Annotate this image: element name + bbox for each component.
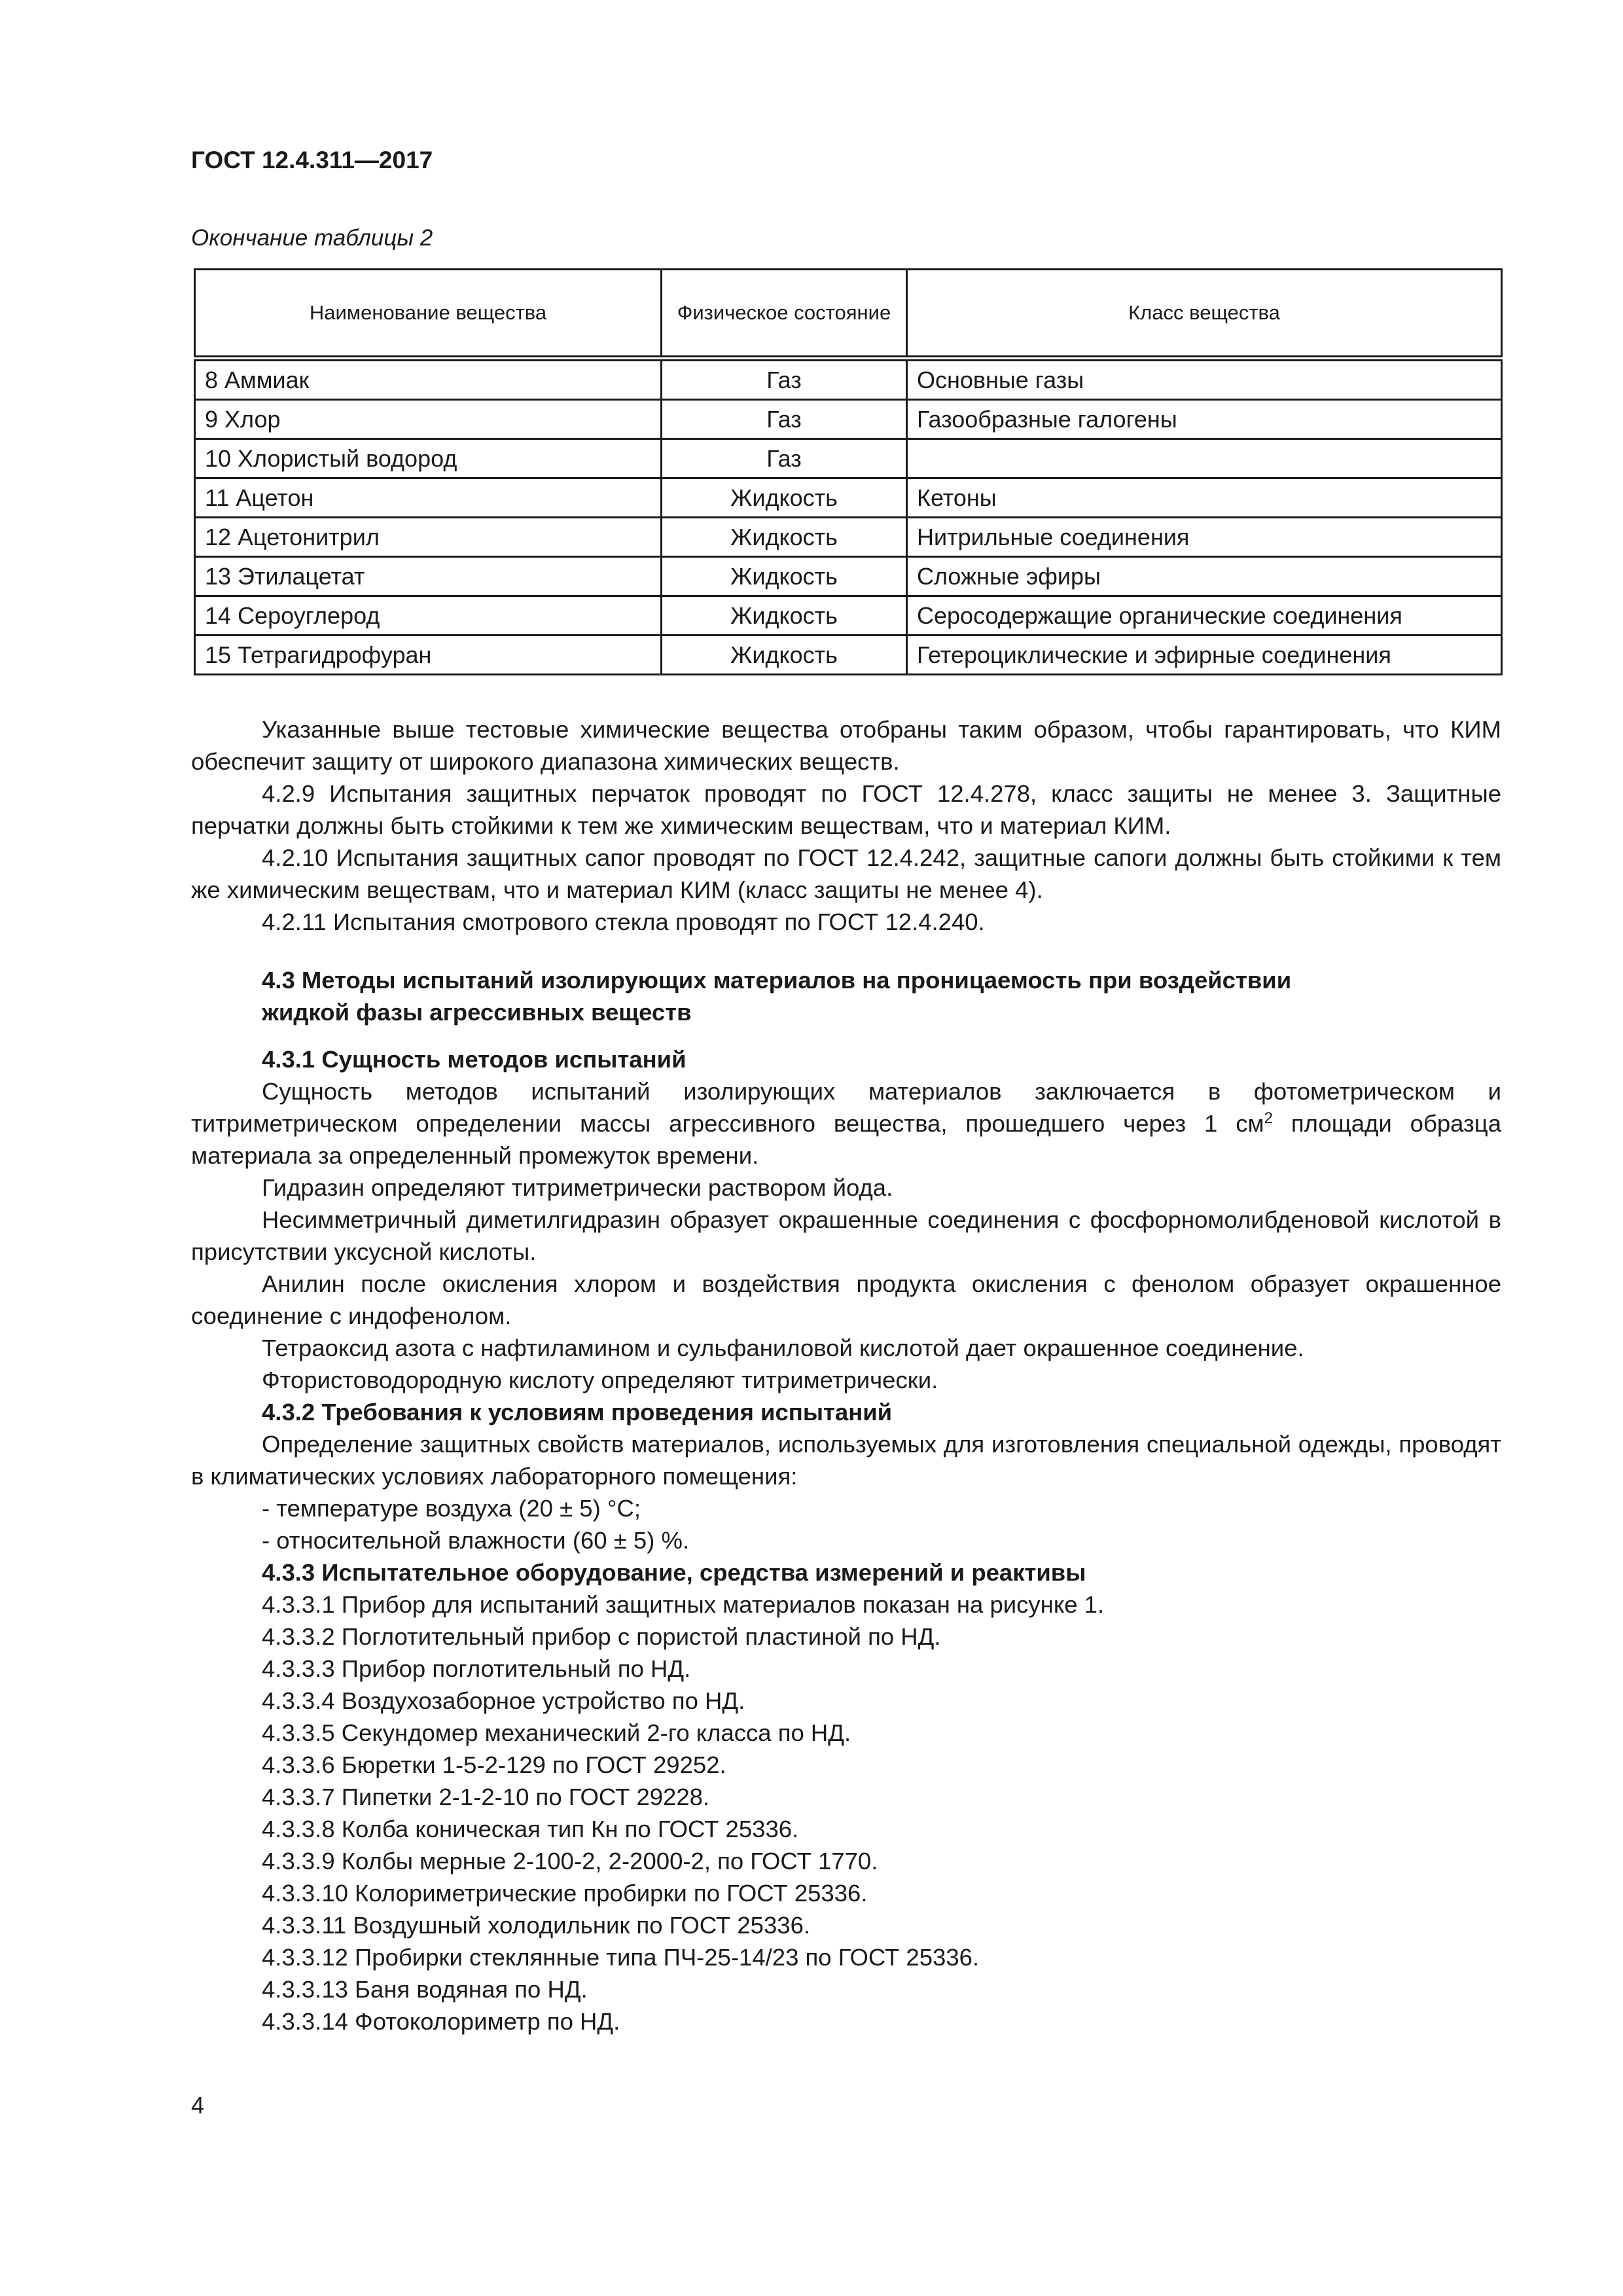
table-row: [195, 400, 1502, 439]
section-4-3-heading: [191, 964, 1501, 1028]
document-header: ГОСТ 12.4.311—2017: [191, 147, 433, 173]
paragraph-4-2-9: 4.2.9 Испытания защитных перчаток проводят по ГОСТ 12.4.278, класс защиты не менее 3. Защитные перчатки должны быть стойкими к тем же химическим веществам, что и материал КИМ.: [191, 780, 1501, 839]
table-caption: Окончание таблицы 2: [191, 225, 433, 251]
cell-state: Жидкость: [662, 557, 907, 596]
heading-4-3-line1: 4.3 Методы испытаний изолирующих материалов на проницаемость при воздействии: [262, 967, 1292, 994]
cell-name: 11 Ацетон: [195, 478, 662, 518]
table-row: [195, 596, 1502, 636]
equipment-item: 4.3.3.7 Пипетки 2-1-2-10 по ГОСТ 29228.: [262, 1784, 710, 1810]
essence-text-a: Сущность методов испытаний изолирующих материалов заключается в фотометрическом и титриметрическом определении массы агрессивного вещества, прошедшего через 1 см: [191, 1078, 1501, 1137]
table-row: [195, 439, 1502, 478]
paragraph-conditions: Определение защитных свойств материалов, используемых для изготовления специальной одежды, проводят в климатических условиях лабораторного помещения:: [191, 1431, 1501, 1490]
cell-class: Сложные эфиры: [907, 557, 1502, 596]
cell-class: Газообразные галогены: [907, 400, 1502, 439]
paragraph-test-substances: Указанные выше тестовые химические вещества отобраны таким образом, чтобы гарантировать, что КИМ обеспечит защиту от широкого диапазона химических веществ.: [191, 716, 1501, 775]
cell-state: Газ: [662, 439, 907, 478]
condition-humidity: - относительной влажности (60 ± 5) %.: [262, 1527, 690, 1554]
equipment-item: 4.3.3.10 Колориметрические пробирки по ГОСТ 25336.: [262, 1880, 868, 1907]
cell-name: 9 Хлор: [195, 400, 662, 439]
cell-class: Гетероциклические и эфирные соединения: [907, 636, 1502, 675]
heading-4-3-2: 4.3.2 Требования к условиям проведения испытаний: [262, 1399, 893, 1426]
table-header-row: [195, 270, 1502, 359]
equipment-item: 4.3.3.9 Колбы мерные 2-100-2, 2-2000-2, по ГОСТ 1770.: [262, 1848, 878, 1874]
cell-name: 10 Хлористый водород: [195, 439, 662, 478]
header-substance-name: Наименование вещества: [195, 270, 662, 359]
cell-state: Жидкость: [662, 596, 907, 636]
cell-state: Жидкость: [662, 636, 907, 675]
cell-class: [907, 439, 1502, 478]
cell-name: 8 Аммиак: [195, 359, 662, 400]
equipment-item: 4.3.3.6 Бюретки 1-5-2-129 по ГОСТ 29252.: [262, 1751, 726, 1778]
paragraph-hydrazine: Гидразин определяют титриметрически раствором йода.: [262, 1174, 893, 1201]
heading-4-3-3: 4.3.3 Испытательное оборудование, средства измерений и реактивы: [262, 1559, 1086, 1586]
cell-name: 13 Этилацетат: [195, 557, 662, 596]
substances-table: [194, 268, 1503, 675]
equipment-item: 4.3.3.4 Воздухозаборное устройство по НД.: [262, 1687, 745, 1714]
equipment-item: 4.3.3.1 Прибор для испытаний защитных материалов показан на рисунке 1.: [262, 1591, 1105, 1618]
table-row: [195, 359, 1502, 400]
equipment-item: 4.3.3.3 Прибор поглотительный по НД.: [262, 1655, 691, 1682]
paragraph-hf: Фтористоводородную кислоту определяют титриметрически.: [262, 1367, 938, 1393]
table-row: [195, 518, 1502, 557]
heading-4-3-line2: жидкой фазы агрессивных веществ: [262, 999, 692, 1026]
equipment-item: 4.3.3.5 Секундомер механический 2-го класса по НД.: [262, 1719, 851, 1746]
cell-class: Кетоны: [907, 478, 1502, 518]
equipment-item: 4.3.3.14 Фотоколориметр по НД.: [262, 2008, 620, 2035]
cell-state: Жидкость: [662, 518, 907, 557]
section-4-3-1: [191, 1043, 1501, 2037]
equipment-item: 4.3.3.8 Колба коническая тип Кн по ГОСТ 25336.: [262, 1816, 799, 1842]
table-row: [195, 636, 1502, 675]
header-physical-state: Физическое состояние: [662, 270, 907, 359]
essence-text-b: площади образца материала за определенный промежуток времени.: [191, 1110, 1501, 1169]
cell-state: Газ: [662, 359, 907, 400]
condition-temperature: - температуре воздуха (20 ± 5) °С;: [262, 1495, 641, 1522]
cell-class: Нитрильные соединения: [907, 518, 1502, 557]
cell-class: Основные газы: [907, 359, 1502, 400]
cell-name: 15 Тетрагидрофуран: [195, 636, 662, 675]
equipment-item: 4.3.3.11 Воздушный холодильник по ГОСТ 25336.: [262, 1912, 811, 1939]
equipment-item: 4.3.3.12 Пробирки стеклянные типа ПЧ-25-14/23 по ГОСТ 25336.: [262, 1944, 980, 1971]
table-row: [195, 478, 1502, 518]
paragraph-4-2-11: 4.2.11 Испытания смотрового стекла проводят по ГОСТ 12.4.240.: [262, 908, 985, 935]
equipment-item: 4.3.3.2 Поглотительный прибор с пористой пластиной по НД.: [262, 1623, 941, 1650]
cell-class: Серосодержащие органические соединения: [907, 596, 1502, 636]
table-row: [195, 557, 1502, 596]
paragraph-methods-essence: [191, 1075, 1501, 1172]
cell-name: 12 Ацетонитрил: [195, 518, 662, 557]
cell-state: Жидкость: [662, 478, 907, 518]
page-number: 4: [191, 2092, 205, 2119]
heading-4-3-1: 4.3.1 Сущность методов испытаний: [262, 1046, 687, 1073]
header-substance-class: Класс вещества: [907, 270, 1502, 359]
equipment-item: 4.3.3.13 Баня водяная по НД.: [262, 1976, 588, 2003]
paragraph-aniline: Анилин после окисления хлором и воздействия продукта окисления с фенолом образует окрашенное соединение с индофенолом.: [191, 1270, 1501, 1329]
body-text: [191, 713, 1501, 938]
cell-state: Газ: [662, 400, 907, 439]
paragraph-udmh: Несимметричный диметилгидразин образует окрашенные соединения с фосфорномолибденовой кислотой в присутствии уксусной кислоты.: [191, 1206, 1501, 1265]
superscript-2: 2: [1264, 1109, 1273, 1127]
paragraph-nitrogen-tetroxide: Тетраоксид азота с нафтиламином и сульфаниловой кислотой дает окрашенное соединение.: [262, 1335, 1304, 1361]
paragraph-4-2-10: 4.2.10 Испытания защитных сапог проводят по ГОСТ 12.4.242, защитные сапоги должны быть стойкими к тем же химическим веществам, что и материал КИМ (класс защиты не менее 4).: [191, 844, 1501, 903]
cell-name: 14 Сероуглерод: [195, 596, 662, 636]
